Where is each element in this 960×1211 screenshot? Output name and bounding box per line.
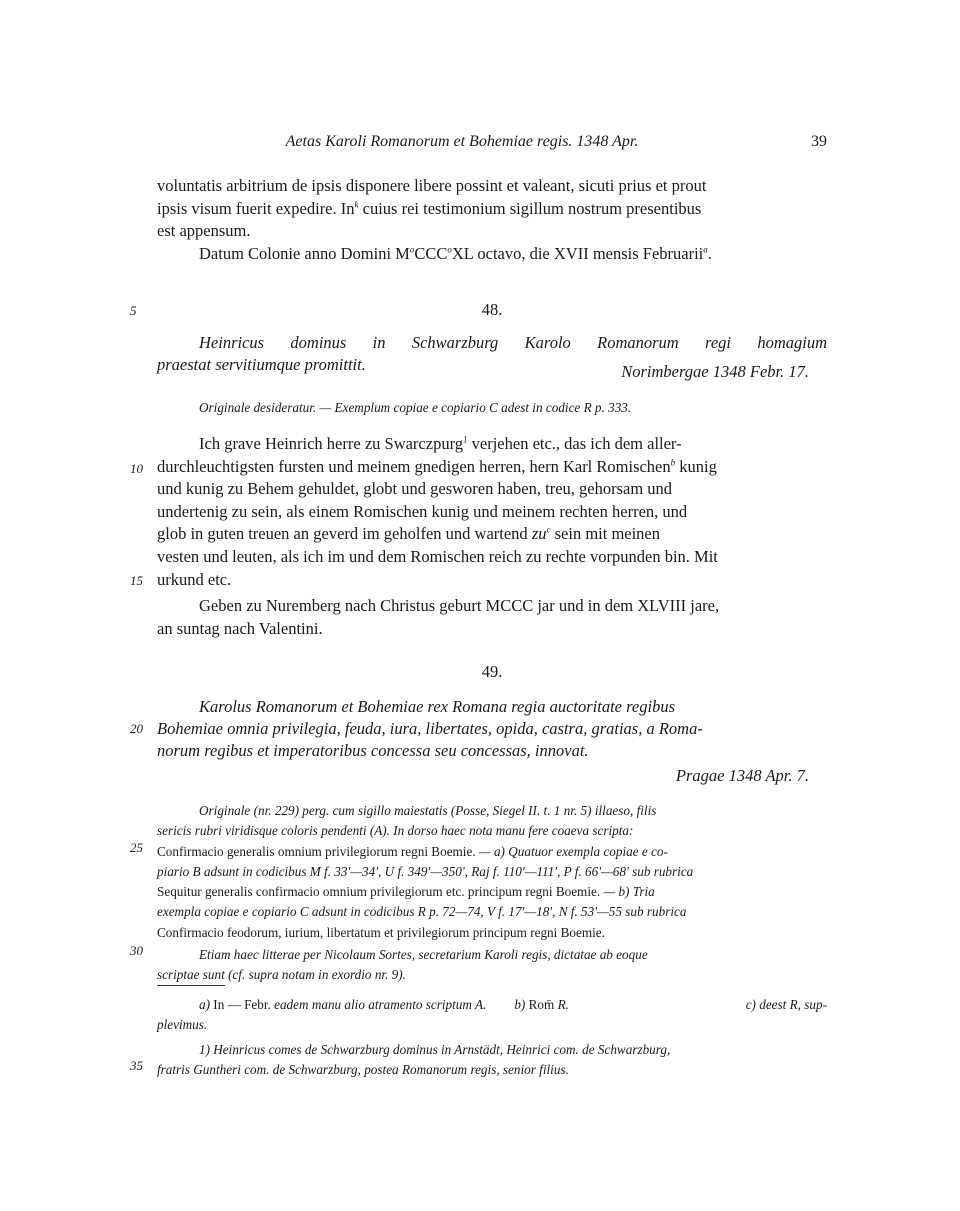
regest-line: Bohemiae omnia privilegia, feuda, iura, libertates, opida, castra, gratias, a Roma- <box>157 719 703 738</box>
regest-line: praestat servitiumque promittit. <box>157 355 366 374</box>
line-number-5: 5 <box>130 303 137 318</box>
text-line: ipsis visum fuerit expedire. In$^k$ cuius rei testimonium sigillum nostrum presentibus <box>157 198 702 218</box>
document-number-48: 48. <box>481 300 503 319</box>
place-date-49: Pragae 1348 Apr. 7. <box>675 766 809 785</box>
regest-line: norum regibus et imperatoribus concessa seu concessas, innovat. <box>157 741 589 760</box>
source-line: Confirmacio feodorum, iurium, libertatum et privilegiorum principum regni Boemie. <box>157 924 605 940</box>
source-line: piario B adsunt in codicibus M f. 33'—34', U f. 349'—350', Raj f. 110'—111', P f. 66'—68' sub rubrica <box>157 863 694 879</box>
footnote-b: b) Rom̄ R. <box>514 997 569 1012</box>
regest-line: Karolus Romanorum et Bohemiae rex Romana regia auctoritate regibus <box>199 697 675 716</box>
footnote-rule <box>157 985 225 986</box>
place-date-48: Norimbergae 1348 Febr. 17. <box>621 362 809 381</box>
text-line: durchleuchtigsten fursten und meinem gnedigen herren, hern Karl Romischen$^b$ kunig <box>157 456 717 476</box>
footnotes <box>157 995 827 1080</box>
text-line: undertenig zu sein, als einem Romischen kunig und meinem rechten herren, und <box>157 501 688 521</box>
text-line: urkund etc. <box>157 569 232 589</box>
line-number-35: 35 <box>130 1058 143 1073</box>
line-number-30: 30 <box>130 943 143 958</box>
source-note-49 <box>157 801 827 986</box>
line-number-20: 20 <box>130 721 143 736</box>
text-line: glob in guten treuen an geverd im geholfen und wartend $zu^c$ sein mit meinen <box>157 524 661 544</box>
regest-49 <box>157 696 827 762</box>
source-line: Originale (nr. 229) perg. cum sigillo maiestatis (Posse, Siegel II. t. 1 nr. 5) illaeso, filis <box>199 803 657 818</box>
running-title: Aetas Karoli Romanorum et Bohemiae regis. 1348 Apr. <box>285 133 639 150</box>
text-line: Geben zu Nuremberg nach Christus geburt MCCC jar und in dem XLVIII jare, <box>199 596 720 616</box>
page-number: 39 <box>811 133 827 150</box>
regest-line: Heinricus dominus in Schwarzburg Karolo Romanorum regi homagium <box>199 333 827 352</box>
text-line: vesten und leuten, als ich im und dem Romischen reich zu rechte vorpunden bin. Mit <box>157 546 718 566</box>
footnote-1-continuation: fratris Guntheri com. de Schwarzburg, postea Romanorum regis, senior filius. <box>157 1062 569 1077</box>
text-line: an suntag nach Valentini. <box>157 618 323 638</box>
datum-line: Datum Colonie anno Domini $M^oCCC^oXL$ octavo, die XVII mensis Februarii$^a$. <box>199 243 712 263</box>
footnote-1: 1) Heinricus comes de Schwarzburg dominus in Arnstädt, Heinrici com. de Schwarzburg, <box>199 1042 671 1057</box>
text-line: Ich grave Heinrich herre zu Swarczpurg$^1$ verjehen etc., das ich dem aller- <box>199 434 682 453</box>
text-line: voluntatis arbitrium de ipsis disponere libere possint et valeant, sicuti prius et prout <box>157 176 707 195</box>
line-number-25: 25 <box>130 840 143 855</box>
document-number-49: 49. <box>481 662 503 681</box>
source-line: scriptae sunt (cf. supra notam in exordio nr. 9). <box>157 967 406 983</box>
source-note-48: Originale desideratur. — Exemplum copiae e copiario C adest in codice R p. 333. <box>199 400 632 415</box>
footnote-line-letters <box>157 995 827 1015</box>
line-number-15: 15 <box>130 573 143 588</box>
text-line: und kunig zu Behem gehuldet, globt und gesworen haben, treu, gehorsam und <box>157 479 673 499</box>
previous-document-text <box>157 175 827 265</box>
text-line: est appensum. <box>157 221 251 241</box>
source-line: Sequitur generalis confirmacio omnium privilegiorum etc. principum regni Boemie. — b) Tria <box>157 884 655 900</box>
footnote-c: c) deest R, sup- <box>745 997 827 1012</box>
footnote-a: a) In — Febr. eadem manu alio atramento scriptum A. <box>199 997 487 1012</box>
document-48-text <box>157 433 827 640</box>
source-line: exempla copiae e copiario C adsunt in codicibus R p. 72—74, V f. 17'—18', N f. 53'—55 sub rubrica <box>157 904 687 920</box>
source-line: sericis rubri viridisque coloris pendenti (A). In dorso haec nota manu fere coaeva scripta: <box>157 823 634 839</box>
line-number-10: 10 <box>130 461 143 476</box>
footnote-c-continuation: plevimus. <box>157 1017 208 1032</box>
page-header <box>157 133 827 157</box>
source-line: Etiam haec litterae per Nicolaum Sortes, secretarium Karoli regis, dictatae ab eoque <box>199 947 648 963</box>
source-line: Confirmacio generalis omnium privilegiorum regni Boemie. — a) Quatuor exempla copiae e co- <box>157 843 668 859</box>
